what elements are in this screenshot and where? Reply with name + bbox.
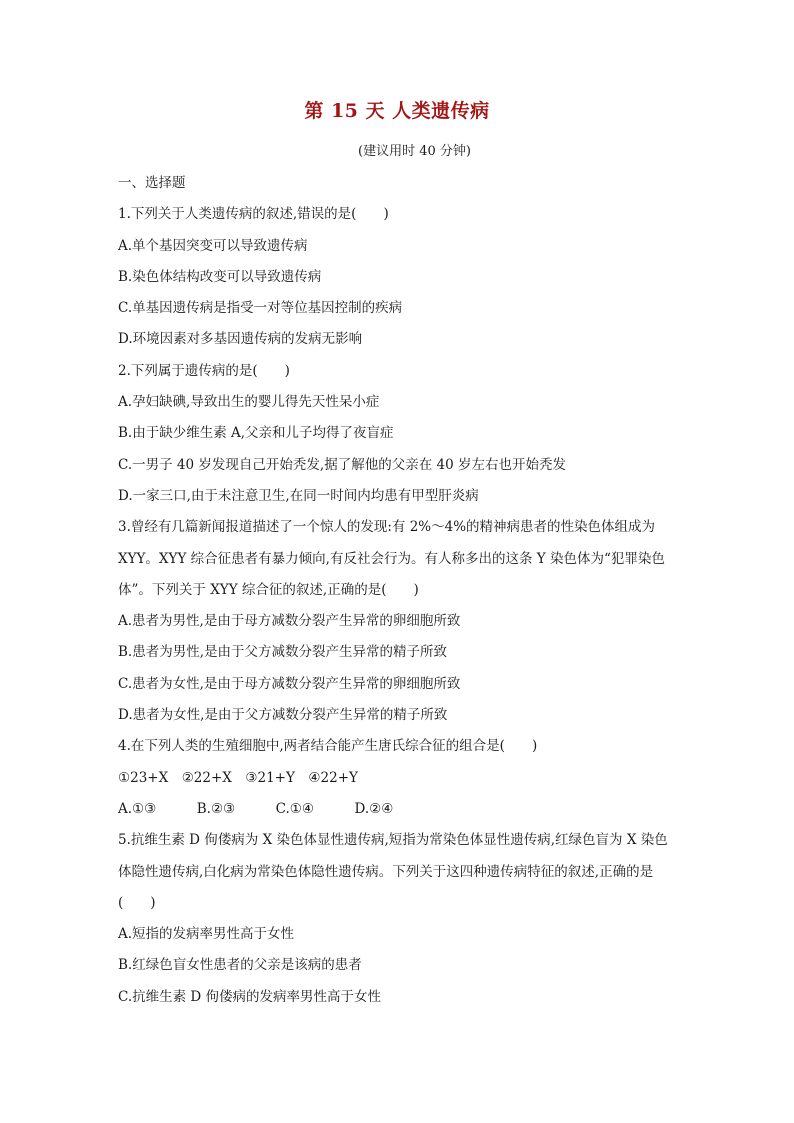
question-4-options: A.①③ B.②③ C.①④ D.②④	[118, 800, 394, 817]
question-2-stem: 2.下列属于遗传病的是( )	[118, 362, 290, 379]
question-5-stem-line-1: 5.抗维生素 D 佝偻病为 X 染色体显性遗传病,短指为常染色体显性遗传病,红绿色盲为 X 染色	[118, 832, 668, 849]
question-4-items: ①23+X ②22+X ③21+Y ④22+Y	[118, 769, 358, 786]
question-1-option-c: C.单基因遗传病是指受一对等位基因控制的疾病	[118, 300, 403, 317]
question-3-option-a: A.患者为男性,是由于母方减数分裂产生异常的卵细胞所致	[118, 613, 461, 630]
page-subtitle: (建议用时 40 分钟)	[358, 144, 471, 159]
question-list	[118, 168, 688, 1013]
question-3-option-d: D.患者为女性,是由于父方减数分裂产生异常的精子所致	[118, 707, 448, 724]
question-5-option-c: C.抗维生素 D 佝偻病的发病率男性高于女性	[118, 988, 382, 1005]
question-2-option-d: D.一家三口,由于未注意卫生,在同一时间内均患有甲型肝炎病	[118, 487, 479, 504]
page-title: 第 15 天 人类遗传病	[304, 100, 490, 122]
question-2-option-c: C.一男子 40 岁发现自己开始秃发,据了解他的父亲在 40 岁左右也开始秃发	[118, 456, 566, 473]
question-1-option-b: B.染色体结构改变可以导致遗传病	[118, 268, 322, 285]
question-5-option-a: A.短指的发病率男性高于女性	[118, 926, 295, 943]
question-4-stem: 4.在下列人类的生殖细胞中,两者结合能产生唐氏综合征的组合是( )	[118, 738, 538, 755]
question-3-stem-line-1: 3.曾经有几篇新闻报道描述了一个惊人的发现:有 2%～4%的精神病患者的性染色体组成为	[118, 519, 656, 536]
question-1-stem: 1.下列关于人类遗传病的叙述,错误的是( )	[118, 206, 389, 223]
question-3-stem-line-3: 体”。下列关于 XYY 综合征的叙述,正确的是( )	[118, 581, 419, 598]
question-2-option-a: A.孕妇缺碘,导致出生的婴儿得先天性呆小症	[118, 394, 380, 411]
question-3-option-c: C.患者为女性,是由于母方减数分裂产生异常的卵细胞所致	[118, 675, 461, 692]
question-1-option-a: A.单个基因突变可以导致遗传病	[118, 237, 308, 254]
question-1-option-d: D.环境因素对多基因遗传病的发病无影响	[118, 331, 363, 348]
question-5-stem-line-2: 体隐性遗传病,白化病为常染色体隐性遗传病。下列关于这四种遗传病特征的叙述,正确的是	[118, 863, 654, 880]
question-3-stem-line-2: XYY。XYY 综合征患者有暴力倾向,有反社会行为。有人称多出的这条 Y 染色体为“犯罪染色	[118, 550, 665, 567]
section-heading: 一、选择题	[118, 175, 186, 191]
question-5-option-b: B.红绿色盲女性患者的父亲是该病的患者	[118, 957, 362, 974]
question-2-option-b: B.由于缺少维生素 A,父亲和儿子均得了夜盲症	[118, 425, 394, 442]
question-3-option-b: B.患者为男性,是由于父方减数分裂产生异常的精子所致	[118, 644, 448, 661]
question-5-stem-line-3: ( )	[118, 894, 156, 911]
